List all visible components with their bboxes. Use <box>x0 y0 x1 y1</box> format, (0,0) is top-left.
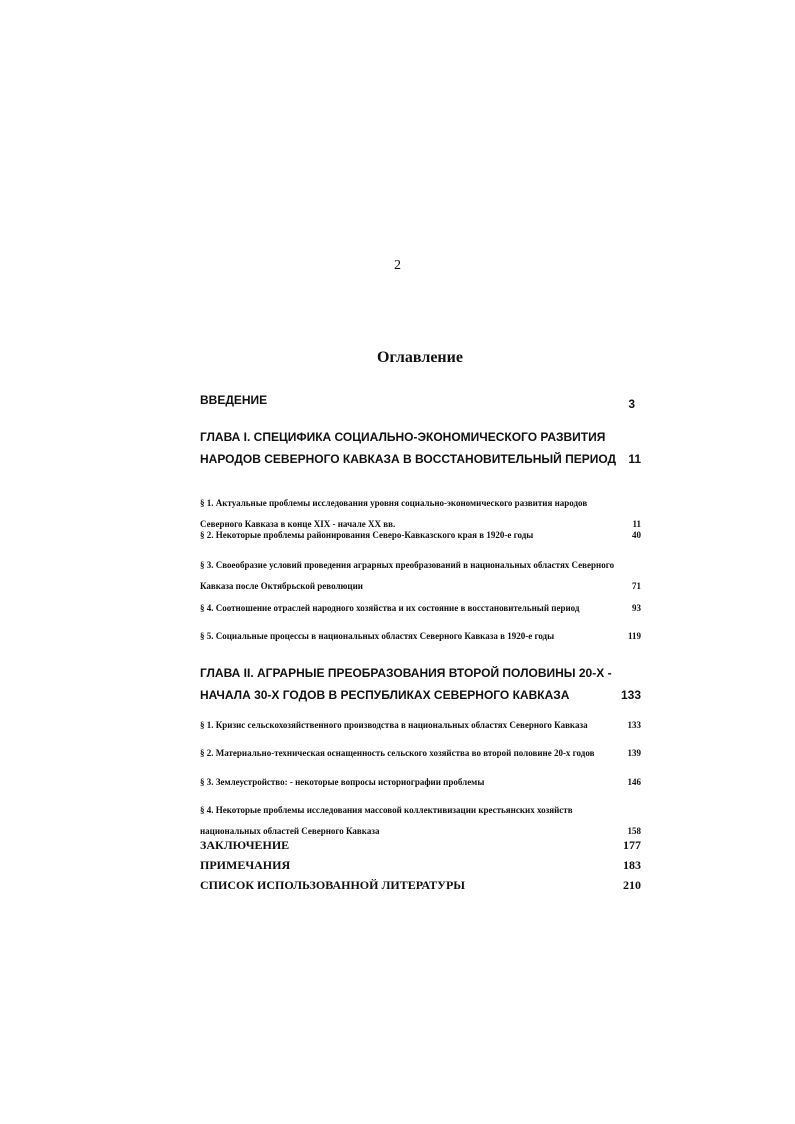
toc-entry-label-line2: Кавказа после Октябрьской революции <box>200 581 363 591</box>
toc-entry-chapter-1[interactable] <box>200 426 641 470</box>
toc-entry-ch2-section-1[interactable] <box>200 715 641 736</box>
toc-entry-label: § 1. Кризис сельскохозяйственного производства в национальных областях Северного Кавказа <box>200 720 588 730</box>
toc-entry-page: 183 <box>623 858 641 872</box>
toc-entry-page: 146 <box>627 777 641 787</box>
toc-entry-label: § 5. Социальные процессы в национальных областях Северного Кавказа в 1920-е годы <box>200 631 555 641</box>
toc-entry-label: ПРИМЕЧАНИЯ <box>200 858 291 872</box>
toc-entry-ch1-section-2[interactable] <box>200 525 641 546</box>
toc-entry-label-line1: § 1. Актуальные проблемы исследования уровня социально-экономического развития народов <box>200 498 588 508</box>
toc-entry-page: 93 <box>632 603 641 613</box>
toc-entry-page: 11 <box>628 452 641 466</box>
toc-entry-page: 71 <box>632 581 641 591</box>
toc-entry-label: ВВЕДЕНИЕ <box>200 393 268 407</box>
toc-entry-label: § 2. Некоторые проблемы районирования Северо-Кавказского края в 1920-е годы <box>200 530 534 540</box>
toc-entry-conclusion[interactable] <box>200 836 641 854</box>
toc-entry-label: § 3. Землеустройство: - некоторые вопросы историографии проблемы <box>200 777 485 787</box>
toc-entry-label-line2: НАЧАЛА 30-Х ГОДОВ В РЕСПУБЛИКАХ СЕВЕРНОГО КАВКАЗА <box>200 688 570 702</box>
toc-entry-label: СПИСОК ИСПОЛЬЗОВАННОЙ ЛИТЕРАТУРЫ <box>200 878 466 892</box>
toc-entry-label-line2: Северного Кавказа в конце XIX - начале XX вв. <box>200 519 396 529</box>
toc-entry-label-line1: § 3. Своеобразие условий проведения аграрных преобразований в национальных областях Северного <box>200 560 615 570</box>
toc-entry-chapter-2[interactable] <box>200 662 641 706</box>
toc-entry-page: 3 <box>628 397 635 411</box>
toc-entry-ch1-section-4[interactable] <box>200 598 641 619</box>
toc-entry-ch1-section-5[interactable] <box>200 626 641 647</box>
toc-entry-ch1-section-3[interactable] <box>200 555 641 597</box>
toc-entry-page: 177 <box>623 838 641 852</box>
toc-entry-page: 158 <box>627 826 641 836</box>
toc-entry-label-line1: § 4. Некоторые проблемы исследования массовой коллективизации крестьянских хозяйств <box>200 805 573 815</box>
toc-entry-intro[interactable] <box>200 389 641 411</box>
toc-entry-page: 133 <box>627 720 641 730</box>
toc-entry-label-line2: национальных областей Северного Кавказа <box>200 826 380 836</box>
page-title: Оглавление <box>377 349 463 366</box>
toc-entry-page: 11 <box>632 519 641 529</box>
toc-entry-bibliography[interactable] <box>200 876 641 894</box>
toc-entry-page: 40 <box>632 530 641 540</box>
toc-entry-label-line2: НАРОДОВ СЕВЕРНОГО КАВКАЗА В ВОССТАНОВИТЕЛЬНЫЙ ПЕРИОД <box>200 452 617 466</box>
toc-entry-page: 119 <box>627 631 641 641</box>
toc-entry-page: 139 <box>627 748 641 758</box>
toc-entry-label: § 2. Материально-техническая оснащенность сельского хозяйства во второй половине 20-х годов <box>200 748 595 758</box>
toc-entry-page: 133 <box>620 688 641 702</box>
toc-entry-label: § 4. Соотношение отраслей народного хозяйства и их состояние в восстановительный период <box>200 603 580 613</box>
toc-entry-ch2-section-3[interactable] <box>200 772 641 793</box>
toc-entry-notes[interactable] <box>200 856 641 874</box>
toc-entry-label-line1: ГЛАВА I. СПЕЦИФИКА СОЦИАЛЬНО-ЭКОНОМИЧЕСКОГО РАЗВИТИЯ <box>200 430 606 444</box>
toc-entry-page: 210 <box>623 878 641 892</box>
toc-entry-ch2-section-2[interactable] <box>200 743 641 764</box>
page-number: 2 <box>394 258 401 273</box>
toc-entry-label-line1: ГЛАВА II. АГРАРНЫЕ ПРЕОБРАЗОВАНИЯ ВТОРОЙ ПОЛОВИНЫ 20-Х - <box>200 666 612 680</box>
toc-entry-label: ЗАКЛЮЧЕНИЕ <box>200 838 290 852</box>
